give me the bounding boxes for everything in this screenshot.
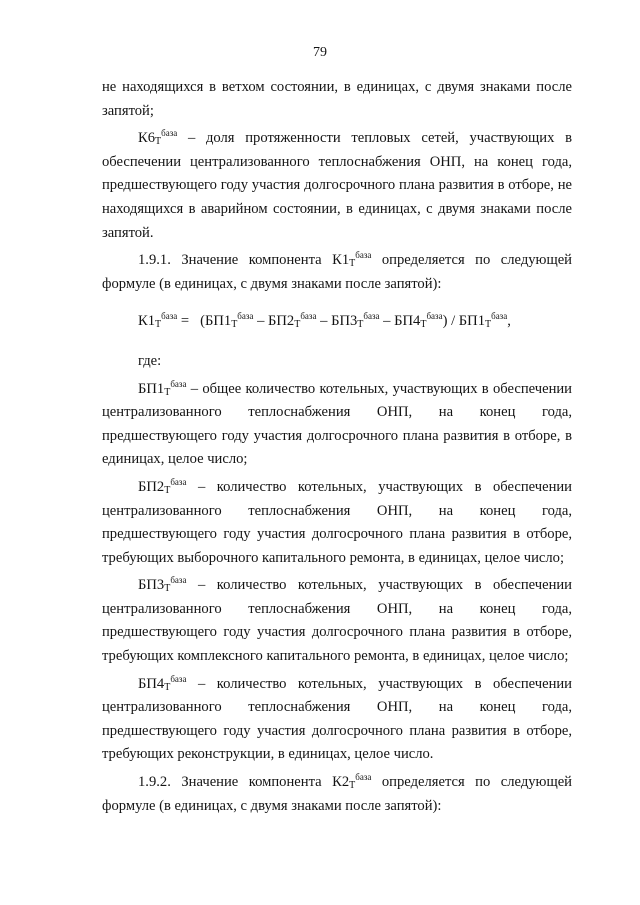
definition-k6 — [102, 127, 572, 245]
definition-bp3: $БП3_Т^{база}$ – количество котельных, участвующих в обеспечении централизованного теплоснабжения ОНП, на конец года, предшествующего году участия долгосрочного плана развития в отборе, требующих комплексного капитального ремонта, в единицах, целое число; — [102, 575, 572, 665]
definition-bp1: $БП1_Т^{база}$ – общее количество котельных, участвующих в обеспечении централизованного теплоснабжения ОНП, на конец года, предшествующего году участия долгосрочного плана развития в отборе, в единицах, целое число; — [102, 378, 572, 468]
document-body — [102, 76, 572, 818]
variable-k1: $К1_Т^{база}$ — [332, 250, 372, 270]
variable-k6: $К6_Т^{база}$ — [138, 128, 178, 148]
section-1-9-2: 1.9.2. Значение компонента $К2_Т^{база}$ определяется по следующей формуле (в единицах, с двумя знаками после запятой): — [102, 772, 572, 814]
paragraph-continuation: не находящихся в ветхом состоянии, в единицах, с двумя знаками после запятой; — [102, 79, 572, 119]
variable-bp2: $БП2_Т^{база}$ — [138, 476, 187, 496]
formula-k1: $К1_Т^{база} = (БП1_Т^{база} - БП2_Т^{база} - БП3_Т^{база} - БП4_Т^{база}) / БП1_Т^{база}$, — [138, 311, 511, 331]
where-label: где: — [138, 352, 162, 369]
variable-bp1: $БП1_Т^{база}$ — [138, 378, 187, 398]
variable-bp3: $БП3_Т^{база}$ — [138, 575, 187, 595]
definition-bp2: $БП2_Т^{база}$ – количество котельных, участвующих в обеспечении централизованного теплоснабжения ОНП, на конец года, предшествующего году участия долгосрочного плана развития в отборе, требующих выборочного капитального ремонта, в единицах, целое число; — [102, 476, 572, 566]
definition-bp4: $БП4_Т^{база}$ – количество котельных, участвующих в обеспечении централизованного теплоснабжения ОНП, на конец года, предшествующего году участия долгосрочного плана развития в отборе, требующих реконструкции, в единицах, целое число. — [102, 673, 572, 763]
page-number: 79 — [313, 45, 327, 60]
variable-bp4: $БП4_Т^{база}$ — [138, 673, 187, 693]
section-1-9-1: 1.9.1. Значение компонента $К1_Т^{база}$ определяется по следующей формуле (в единицах, с двумя знаками после запятой): — [102, 250, 572, 292]
variable-k2: $К2_Т^{база}$ — [332, 772, 372, 792]
definition-k6-text: – доля протяженности тепловых сетей, участвующих в обеспечении централизованного теплоснабжения ОНП, на конец года, предшествующего году участия долгосрочного плана развития в отборе, не находящихся в аварийном состоянии, в единицах, с двумя знаками после запятой. — [102, 130, 572, 241]
